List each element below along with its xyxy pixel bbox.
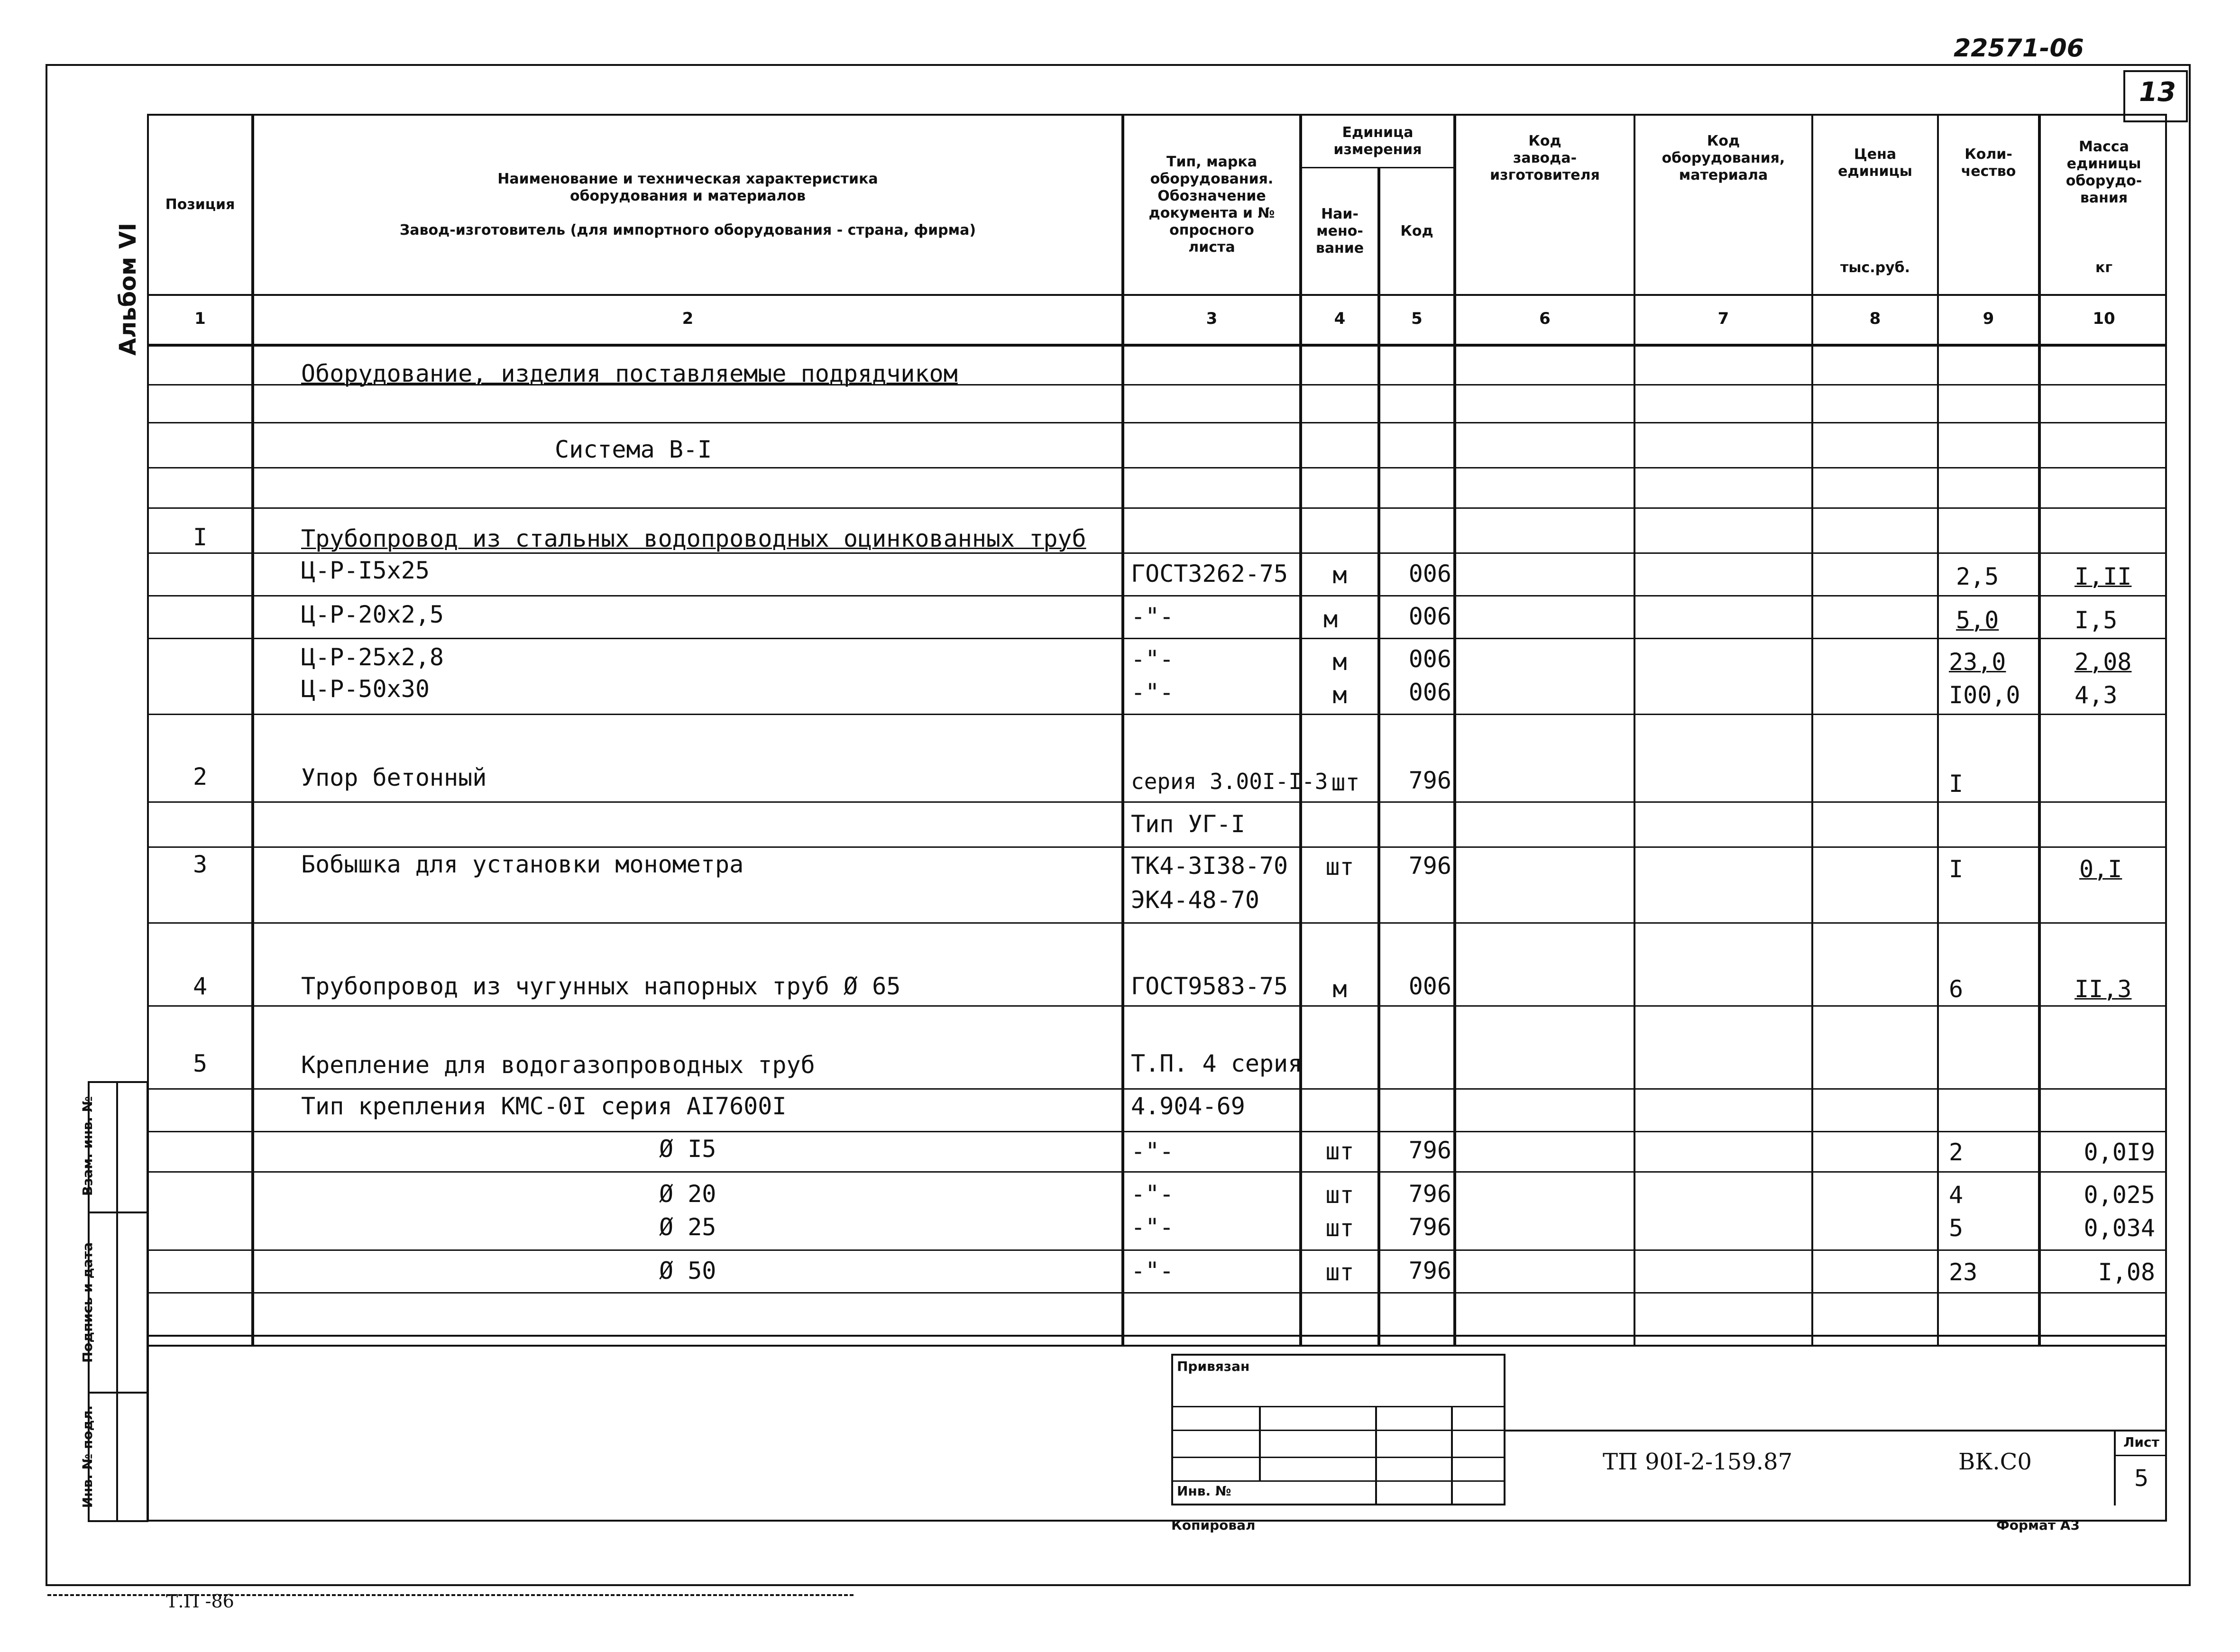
item-unit: шт	[1331, 769, 1360, 796]
header-unit-name: Наи- мено- вание	[1315, 206, 1364, 257]
item-type: -"-	[1131, 1180, 1174, 1208]
item-unit: шт	[1325, 1214, 1354, 1242]
colnum-3: 3	[1206, 309, 1218, 328]
row-line	[147, 638, 2167, 639]
item-type: ГОСТ9583-75	[1131, 973, 1288, 1000]
item-name: Упор бетонный	[301, 764, 487, 791]
format-label: Формат А3	[1996, 1517, 2080, 1533]
item-mass: 2,08	[2075, 648, 2132, 676]
item-type: 4.904-69	[1131, 1092, 1245, 1120]
item-name: Ц-Р-I5х25	[301, 557, 430, 584]
colnum-1: 1	[194, 309, 206, 328]
col-line-9	[2038, 114, 2041, 1347]
item-name: Ц-Р-25х2,8	[301, 643, 444, 671]
colnum-7: 7	[1717, 309, 1729, 328]
row-line	[147, 552, 2167, 554]
colnum-10: 10	[2093, 309, 2115, 328]
item-unit: шт	[1325, 1181, 1354, 1209]
header-quantity: Коли- чество	[1961, 146, 2016, 180]
item-quantity: 4	[1949, 1181, 1964, 1209]
item-name: Ø 25	[659, 1213, 716, 1241]
row-line	[147, 1171, 2167, 1173]
item-mass: 0,025	[2084, 1181, 2155, 1209]
item-mass: 4,3	[2075, 681, 2118, 709]
item-type: -"-	[1131, 645, 1174, 673]
item-name: Ø 50	[659, 1257, 716, 1285]
item-mass: 0,034	[2084, 1214, 2155, 1242]
row-line	[147, 801, 2167, 803]
item-type: -"-	[1131, 1138, 1174, 1165]
item-code: 796	[1408, 1257, 1451, 1285]
footer-code: Т.П -86	[166, 1591, 234, 1612]
item-mass: 0,I	[2079, 855, 2122, 883]
colnum-4: 4	[1334, 309, 1346, 328]
system-label: Система В-I	[555, 436, 712, 463]
item-quantity: 2,5	[1956, 563, 1999, 590]
privyazan-col	[1259, 1406, 1261, 1480]
privyazan-line	[1171, 1480, 1506, 1482]
privyazan-line	[1171, 1457, 1506, 1458]
colnum-bottom-line	[147, 344, 2167, 347]
item-name: Крепление для водогазопроводных труб	[301, 1051, 815, 1079]
row-line	[147, 1249, 2167, 1251]
side-stamp-line	[88, 1211, 148, 1213]
row-line	[147, 1131, 2167, 1132]
header-unit-code: Код	[1400, 223, 1433, 239]
item-unit: шт	[1325, 1258, 1354, 1286]
sheet-bottom-line	[147, 1520, 2167, 1522]
row-line	[147, 1005, 2167, 1007]
header-bottom-line	[147, 294, 2167, 296]
item-type: ЭК4-48-70	[1131, 886, 1259, 914]
item-type: ТК4-3I38-70	[1131, 852, 1288, 880]
row-line	[147, 1088, 2167, 1090]
item-code: 796	[1408, 852, 1451, 880]
page-corner-number: 13	[2139, 77, 2176, 108]
header-mass: Масса единицы оборудо- вания	[2066, 138, 2142, 206]
row-line	[147, 595, 2167, 597]
table-body-end-line	[147, 1335, 2167, 1337]
side-stamp-signature-date: Подпись и дата	[80, 1242, 95, 1363]
colnum-8: 8	[1869, 309, 1881, 328]
doc-code: ТП 90I-2-159.87	[1603, 1449, 1793, 1475]
header-factory-code: Код завода- изготовителя	[1490, 133, 1600, 184]
item-unit: м	[1332, 681, 1347, 709]
document-number: 22571-06	[1954, 34, 2084, 63]
header-price-unit: тыс.руб.	[1840, 259, 1910, 276]
item-code: 796	[1408, 767, 1451, 794]
list-number: 5	[2134, 1465, 2149, 1492]
row-line	[147, 467, 2167, 468]
header-price: Цена единицы	[1838, 146, 1912, 180]
row-line	[147, 507, 2167, 509]
header-unit-group: Единица измерения	[1333, 124, 1422, 158]
colnum-5: 5	[1411, 309, 1423, 328]
item-type: -"-	[1131, 679, 1174, 706]
item-code: 006	[1408, 645, 1451, 673]
item-name: Ц-Р-20х2,5	[301, 601, 444, 628]
item-code: 006	[1408, 560, 1451, 587]
side-stamp-inv-original: Инв. № подл.	[80, 1405, 95, 1508]
item-quantity: 2	[1949, 1138, 1964, 1166]
privyazan-col	[1375, 1406, 1377, 1505]
col-line-5	[1453, 114, 1456, 1347]
privyazan-inv-label: Инв. №	[1177, 1483, 1231, 1499]
item-quantity: I	[1949, 855, 1964, 883]
title-block-top	[1506, 1430, 2167, 1432]
row-line	[147, 422, 2167, 423]
item-quantity: 5	[1949, 1214, 1964, 1242]
row-line	[147, 1292, 2167, 1294]
row-line	[147, 846, 2167, 848]
col-line-1	[251, 114, 254, 1347]
item-mass: II,3	[2075, 975, 2132, 1003]
item-type: -"-	[1131, 1213, 1174, 1241]
item-quantity: 23	[1949, 1258, 1978, 1286]
item-quantity: 23,0	[1949, 648, 2006, 676]
colnum-6: 6	[1539, 309, 1551, 328]
item-name: Тип крепления КМС-0I серия АI7600I	[301, 1092, 787, 1120]
item-type: Т.П. 4 серия	[1131, 1050, 1303, 1077]
item-code: 796	[1408, 1213, 1451, 1241]
side-stamp-replace-inv: Взам. инв. №	[80, 1096, 95, 1196]
col-line-6	[1634, 114, 1635, 1347]
item-code: 006	[1408, 679, 1451, 706]
privyazan-line	[1171, 1430, 1506, 1431]
item-position: 2	[193, 763, 208, 790]
item-name: Трубопровод из стальных водопроводных оцинкованных труб	[301, 525, 1086, 552]
side-stamp-line	[88, 1392, 148, 1394]
item-name: Ø 20	[659, 1180, 716, 1208]
item-type: Тип УГ-I	[1131, 810, 1245, 838]
kopiroval-label: Копировал	[1171, 1517, 1256, 1533]
list-label: Лист	[2123, 1434, 2159, 1450]
item-type: серия 3.00I-I-3	[1131, 769, 1328, 794]
row-line	[147, 714, 2167, 715]
section-heading: Оборудование, изделия поставляемые подрядчиком	[301, 360, 958, 387]
side-stamp-divider	[116, 1081, 118, 1522]
col-line-7	[1811, 114, 1813, 1347]
privyazan-line	[1171, 1406, 1506, 1407]
item-unit: м	[1332, 975, 1347, 1003]
item-name: Бобышка для установки монометра	[301, 851, 744, 878]
item-position: 5	[193, 1050, 208, 1077]
item-quantity: 5,0	[1956, 606, 1999, 634]
colnum-2: 2	[682, 309, 694, 328]
item-mass: 0,0I9	[2084, 1138, 2155, 1166]
item-name: Ц-Р-50х30	[301, 675, 430, 703]
header-equipment-code: Код оборудования, материала	[1662, 133, 1785, 184]
item-quantity: 6	[1949, 975, 1964, 1003]
item-type: -"-	[1131, 1257, 1174, 1285]
item-position: I	[193, 523, 208, 551]
header-mass-unit: кг	[2095, 259, 2113, 276]
header-name: Наименование и техническая характеристика оборудования и материалов Завод-изготовитель (для импортного оборудования - страна, фирма)	[399, 171, 976, 239]
header-type: Тип, марка оборудования. Обозначение документа и № опросного листа	[1148, 154, 1275, 256]
item-type: -"-	[1131, 603, 1174, 630]
item-code: 796	[1408, 1137, 1451, 1164]
item-type: ГОСТ3262-75	[1131, 560, 1288, 587]
item-position: 4	[193, 973, 208, 1000]
item-unit: м	[1323, 606, 1338, 633]
item-unit: м	[1332, 648, 1347, 676]
col-line-8	[1937, 114, 1939, 1347]
privyazan-col	[1451, 1406, 1453, 1505]
item-mass: I,08	[2098, 1258, 2155, 1286]
unit-group-line	[1299, 167, 1453, 168]
doc-mark: ВК.С0	[1958, 1449, 2032, 1475]
item-name: Трубопровод из чугунных напорных труб Ø 65	[301, 973, 901, 1000]
item-code: 796	[1408, 1180, 1451, 1208]
header-position: Позиция	[165, 196, 235, 213]
item-name: Ø I5	[659, 1135, 716, 1163]
item-code: 006	[1408, 973, 1451, 1000]
item-quantity: I	[1949, 770, 1964, 798]
item-code: 006	[1408, 603, 1451, 630]
list-line	[2114, 1455, 2167, 1456]
item-unit: м	[1332, 561, 1347, 589]
col-line-2	[1121, 114, 1124, 1347]
album-label: Альбом VI	[115, 222, 141, 356]
privyazan-label: Привязан	[1177, 1358, 1250, 1374]
item-mass: I,II	[2075, 563, 2132, 590]
item-position: 3	[193, 851, 208, 878]
item-quantity: I00,0	[1949, 681, 2020, 709]
item-unit: шт	[1325, 853, 1354, 881]
col-line-4	[1377, 167, 1380, 1347]
item-unit: шт	[1325, 1138, 1354, 1165]
item-mass: I,5	[2075, 606, 2118, 634]
row-line	[147, 922, 2167, 924]
colnum-9: 9	[1983, 309, 1994, 328]
sheet-right-line	[2165, 1335, 2167, 1520]
